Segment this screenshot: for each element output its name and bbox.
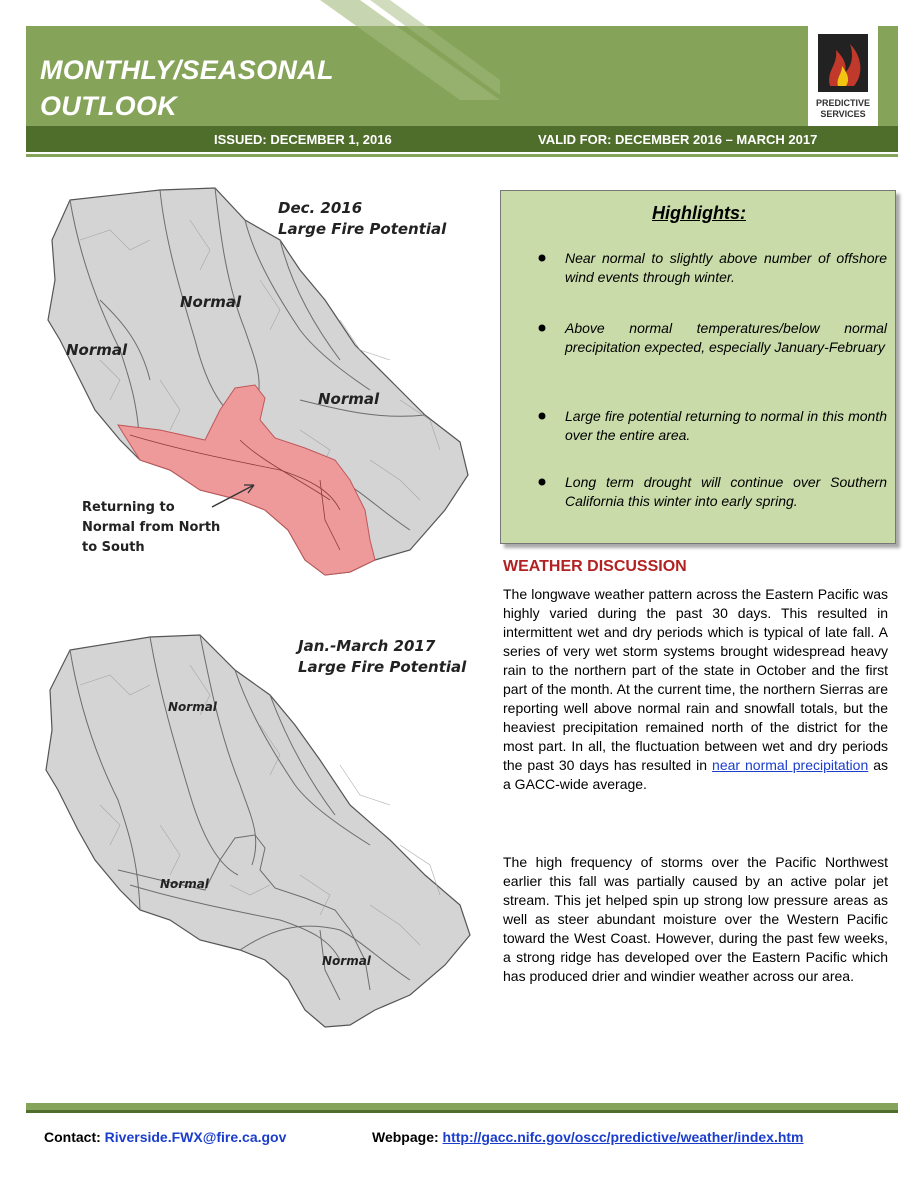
bullet-icon xyxy=(537,253,547,263)
jan-march-2017-fire-potential-map xyxy=(40,625,480,1035)
highlights-box xyxy=(500,190,896,544)
map1-caption: Dec. 2016 Large Fire Potential xyxy=(278,199,447,238)
contact-email[interactable]: Riverside.FWX@fire.ca.gov xyxy=(104,1129,287,1145)
map1-label-normal-east: Normal xyxy=(318,390,380,408)
flame-icon xyxy=(808,26,878,96)
highlight-item: Near normal to slightly above number of offshore wind events through winter. xyxy=(565,250,887,285)
issued-date: ISSUED: DECEMBER 1, 2016 xyxy=(214,132,392,147)
footer-webpage: Webpage: http://gacc.nifc.gov/oscc/predictive/weather/index.htm xyxy=(372,1129,804,1145)
valid-period: VALID FOR: DECEMBER 2016 – MARCH 2017 xyxy=(538,132,818,147)
map1-annotation: Returning to Normal from North to South xyxy=(82,500,221,555)
weather-paragraph-1: The longwave weather pattern across the Eastern Pacific was highly varied during the past 30 days. This resulted in intermittent wet and dry periods which is typical of late fall. A series of very wet storm systems brought widespread heavy rain to the northern part of the state in October and the first part of the month. At the current time, the northern Sierras are reporting well above normal rain and snowfall totals, but the heaviest precipitation remained north of the district for the most part. In all, the fluctuation between wet and dry periods the past 30 days has resulted in near normal precipitation as a GACC-wide average. xyxy=(503,586,888,792)
map2-label-normal-central: Normal xyxy=(160,877,209,891)
map2-label-normal-north: Normal xyxy=(168,700,217,714)
map2-caption: Jan.-March 2017 Large Fire Potential xyxy=(298,637,467,676)
footer-rule-dark xyxy=(26,1110,898,1113)
footer-contact: Contact: Riverside.FWX@fire.ca.gov xyxy=(44,1129,287,1145)
bullet-icon xyxy=(537,323,547,333)
map1-label-normal-north: Normal xyxy=(180,293,242,311)
page-title: MONTHLY/SEASONAL OUTLOOK xyxy=(40,55,334,121)
near-normal-precipitation-link[interactable]: near normal precipitation xyxy=(712,757,869,773)
bullet-icon xyxy=(537,477,547,487)
map2-label-normal-south: Normal xyxy=(322,954,371,968)
highlight-item: Above normal temperatures/below normal precipitation expected, especially January-February xyxy=(565,320,887,355)
webpage-link[interactable]: http://gacc.nifc.gov/oscc/predictive/weather/index.htm xyxy=(442,1129,804,1145)
bullet-icon xyxy=(537,411,547,421)
header-rule xyxy=(26,154,898,157)
highlight-item: Long term drought will continue over Southern California this winter into early spring. xyxy=(565,474,887,509)
map1-label-normal-west: Normal xyxy=(66,341,128,359)
highlight-item: Large fire potential returning to normal in this month over the entire area. xyxy=(565,408,887,443)
logo-text: PREDICTIVE SERVICES xyxy=(815,98,870,119)
highlights-title: Highlights: xyxy=(652,203,746,223)
footer-rule xyxy=(26,1103,898,1110)
weather-discussion-title: WEATHER DISCUSSION xyxy=(503,558,687,575)
weather-paragraph-2: The high frequency of storms over the Pacific Northwest earlier this fall was partially caused by an active polar jet stream. This jet helped spin up strong low pressure areas as well as steer abundant moisture over the Western Pacific toward the West Coast. However, during the past few weeks, a strong ridge has developed over the Eastern Pacific which has produced drier and windier weather across our area. xyxy=(503,854,888,984)
